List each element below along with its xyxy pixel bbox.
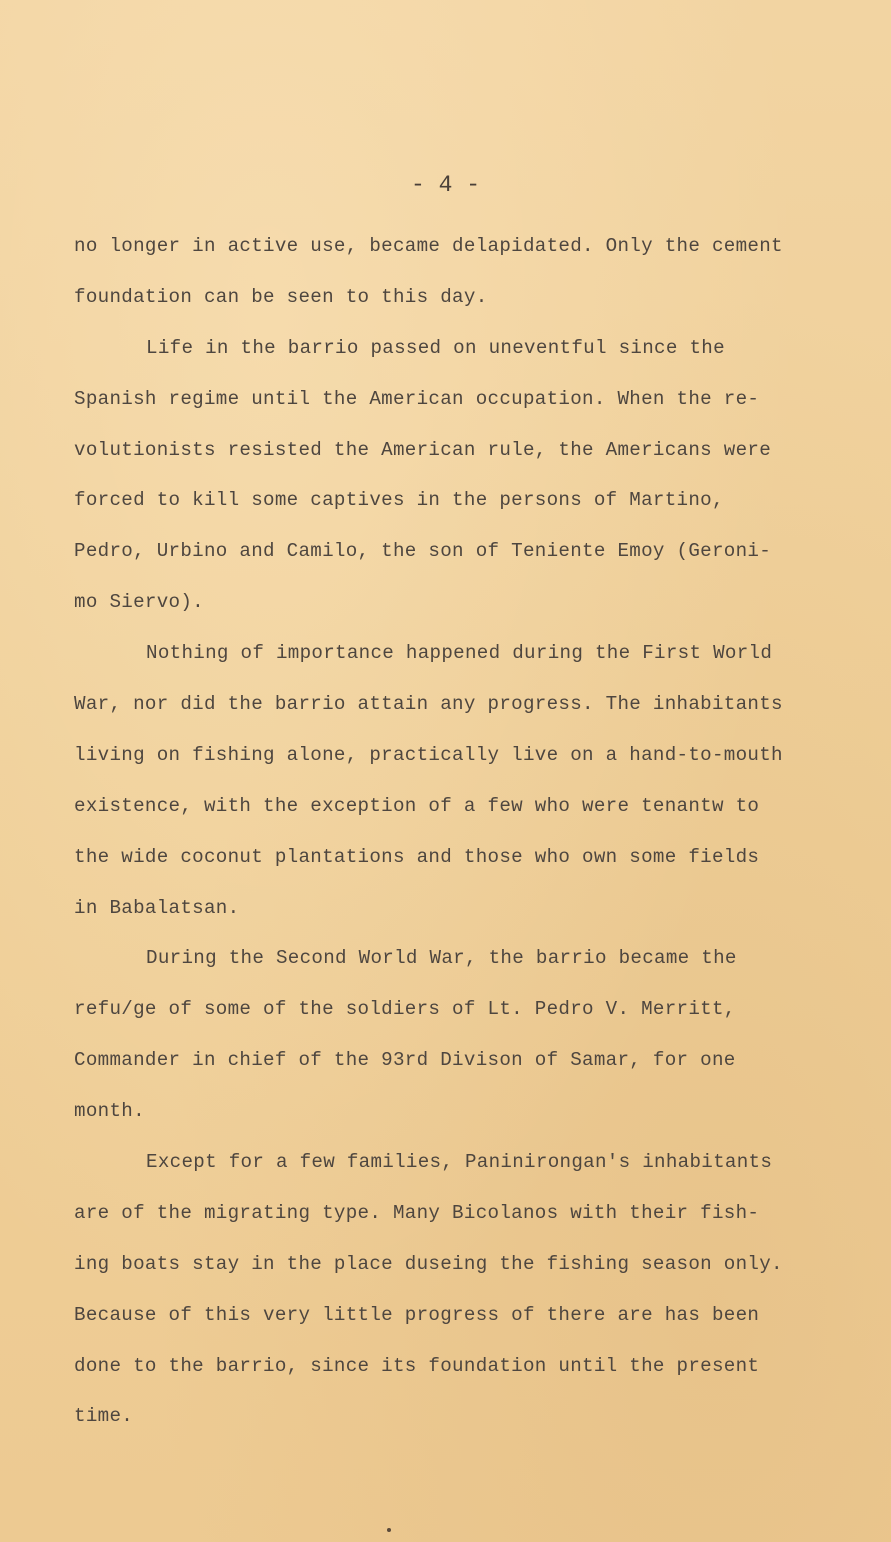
text-line: are of the migrating type. Many Bicolanos with their fish- (74, 1201, 760, 1224)
text-line: Except for a few families, Paninirongan's inhabitants (146, 1151, 773, 1174)
text-line: Commander in chief of the 93rd Divison of Samar, for one (74, 1049, 736, 1072)
text-line: Pedro, Urbino and Camilo, the son of Teniente Emoy (Geroni- (74, 540, 772, 563)
text-line: During the Second World War, the barrio became the (146, 947, 737, 970)
text-line: done to the barrio, since its foundation until the present (74, 1354, 760, 1377)
text-line: forced to kill some captives in the persons of Martino, (74, 489, 724, 512)
text-line: living on fishing alone, practically live on a hand-to-mouth (74, 743, 783, 766)
text-line: Nothing of importance happened during the First World (146, 642, 773, 665)
text-line: ing boats stay in the place duseing the fishing season only. (74, 1252, 783, 1275)
text-line: existence, with the exception of a few who were tenantw to (74, 794, 760, 817)
text-line: in Babalatsan. (74, 896, 240, 919)
text-line: Because of this very little progress of there are has been (74, 1303, 760, 1326)
text-line: foundation can be seen to this day. (74, 285, 488, 308)
text-line: volutionists resisted the American rule, the Americans were (74, 438, 772, 461)
text-line: time. (74, 1405, 134, 1428)
page-number: - 4 - (410, 172, 480, 198)
text-line: month. (74, 1100, 145, 1123)
body-text (74, 221, 844, 1442)
text-line: no longer in active use, became delapidated. Only the cement (74, 235, 783, 257)
text-line: Spanish regime until the American occupation. When the re- (74, 387, 760, 410)
paper-speck (387, 1528, 391, 1532)
text-line: the wide coconut plantations and those who own some fields (74, 845, 760, 868)
text-line: refu/ge of some of the soldiers of Lt. Pedro V. Merritt, (74, 998, 736, 1021)
text-line: mo Siervo). (74, 591, 204, 614)
text-line: Life in the barrio passed on uneventful since the (146, 336, 725, 359)
text-line: War, nor did the barrio attain any progress. The inhabitants (74, 693, 783, 716)
